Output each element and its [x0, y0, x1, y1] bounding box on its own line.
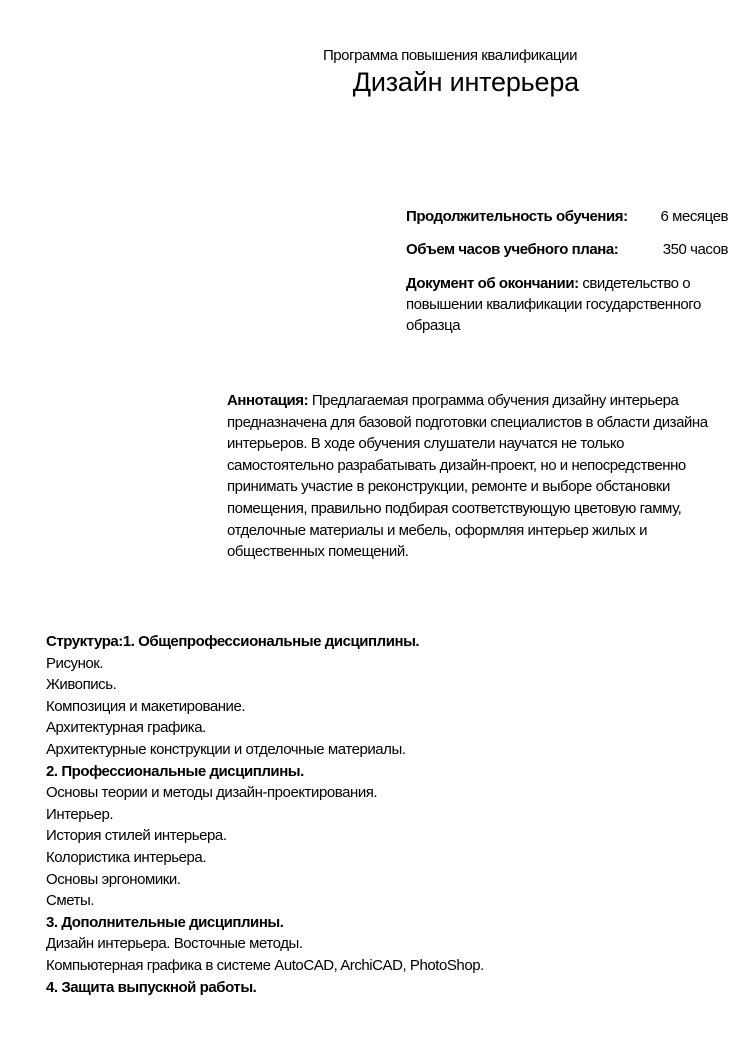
annotation-text: Предлагаемая программа обучения дизайну интерьера предназначена для базовой подготовки специалистов в области дизайна интерьеров. В ходе обучения слушатели научатся не только самостоятельно разрабатывать дизайн-проект, но и непосредственно принимать участие в реконструкции, ремонте и выборе обстановки помещения, правильно подбирая соответствующую цветовую гамму, отделочные материалы и мебель, оформляя интерьер жилых и общественных помещений.: [227, 392, 708, 561]
duration-label: Продолжительность обучения:: [406, 208, 628, 225]
list-item: Рисунок.: [46, 654, 104, 672]
list-item: Основы теории и методы дизайн-проектирования.: [46, 784, 378, 802]
document-row: [406, 273, 728, 336]
list-item: Сметы.: [46, 892, 95, 910]
list-item: Компьютерная графика в системе AutoCAD, ArchiCAD, PhotoShop.: [46, 956, 484, 974]
annotation-label: Аннотация:: [227, 392, 309, 409]
list-item: Колористика интерьера.: [46, 848, 207, 866]
annotation: [227, 390, 732, 563]
list-item: Архитектурные конструкции и отделочные материалы.: [46, 740, 406, 758]
list-item: Живопись.: [46, 676, 117, 694]
list-item: Интерьер.: [46, 805, 114, 823]
structure-label: Структура:: [46, 633, 123, 650]
duration-value: 6 месяцев: [660, 208, 728, 225]
program-title: Дизайн интерьера: [352, 67, 579, 97]
list-item: Архитектурная графика.: [46, 719, 206, 737]
duration-row: [406, 206, 728, 227]
program-subtitle: Программа повышения квалификации: [322, 47, 577, 64]
document-label: Документ об окончании:: [406, 275, 579, 292]
document-value: свидетельство о повышении квалификации государственного образца: [406, 275, 701, 334]
hours-row: [406, 239, 728, 260]
hours-value: 350 часов: [662, 241, 728, 258]
list-item: Основы эргономики.: [46, 870, 181, 888]
section-2-heading: 2. Профессиональные дисциплины.: [46, 762, 304, 780]
structure: [46, 631, 706, 998]
list-item: История стилей интерьера.: [46, 827, 227, 845]
structure-section-heading: [46, 631, 706, 653]
section-4-heading: 4. Защита выпускной работы.: [46, 978, 257, 996]
hours-label: Объем часов учебного плана:: [406, 241, 619, 258]
list-item: Дизайн интерьера. Восточные методы.: [46, 935, 303, 953]
section-1-heading: 1. Общепрофессиональные дисциплины.: [122, 633, 420, 650]
section-3-heading: 3. Дополнительные дисциплины.: [46, 913, 284, 931]
list-item: Композиция и макетирование.: [46, 697, 246, 715]
